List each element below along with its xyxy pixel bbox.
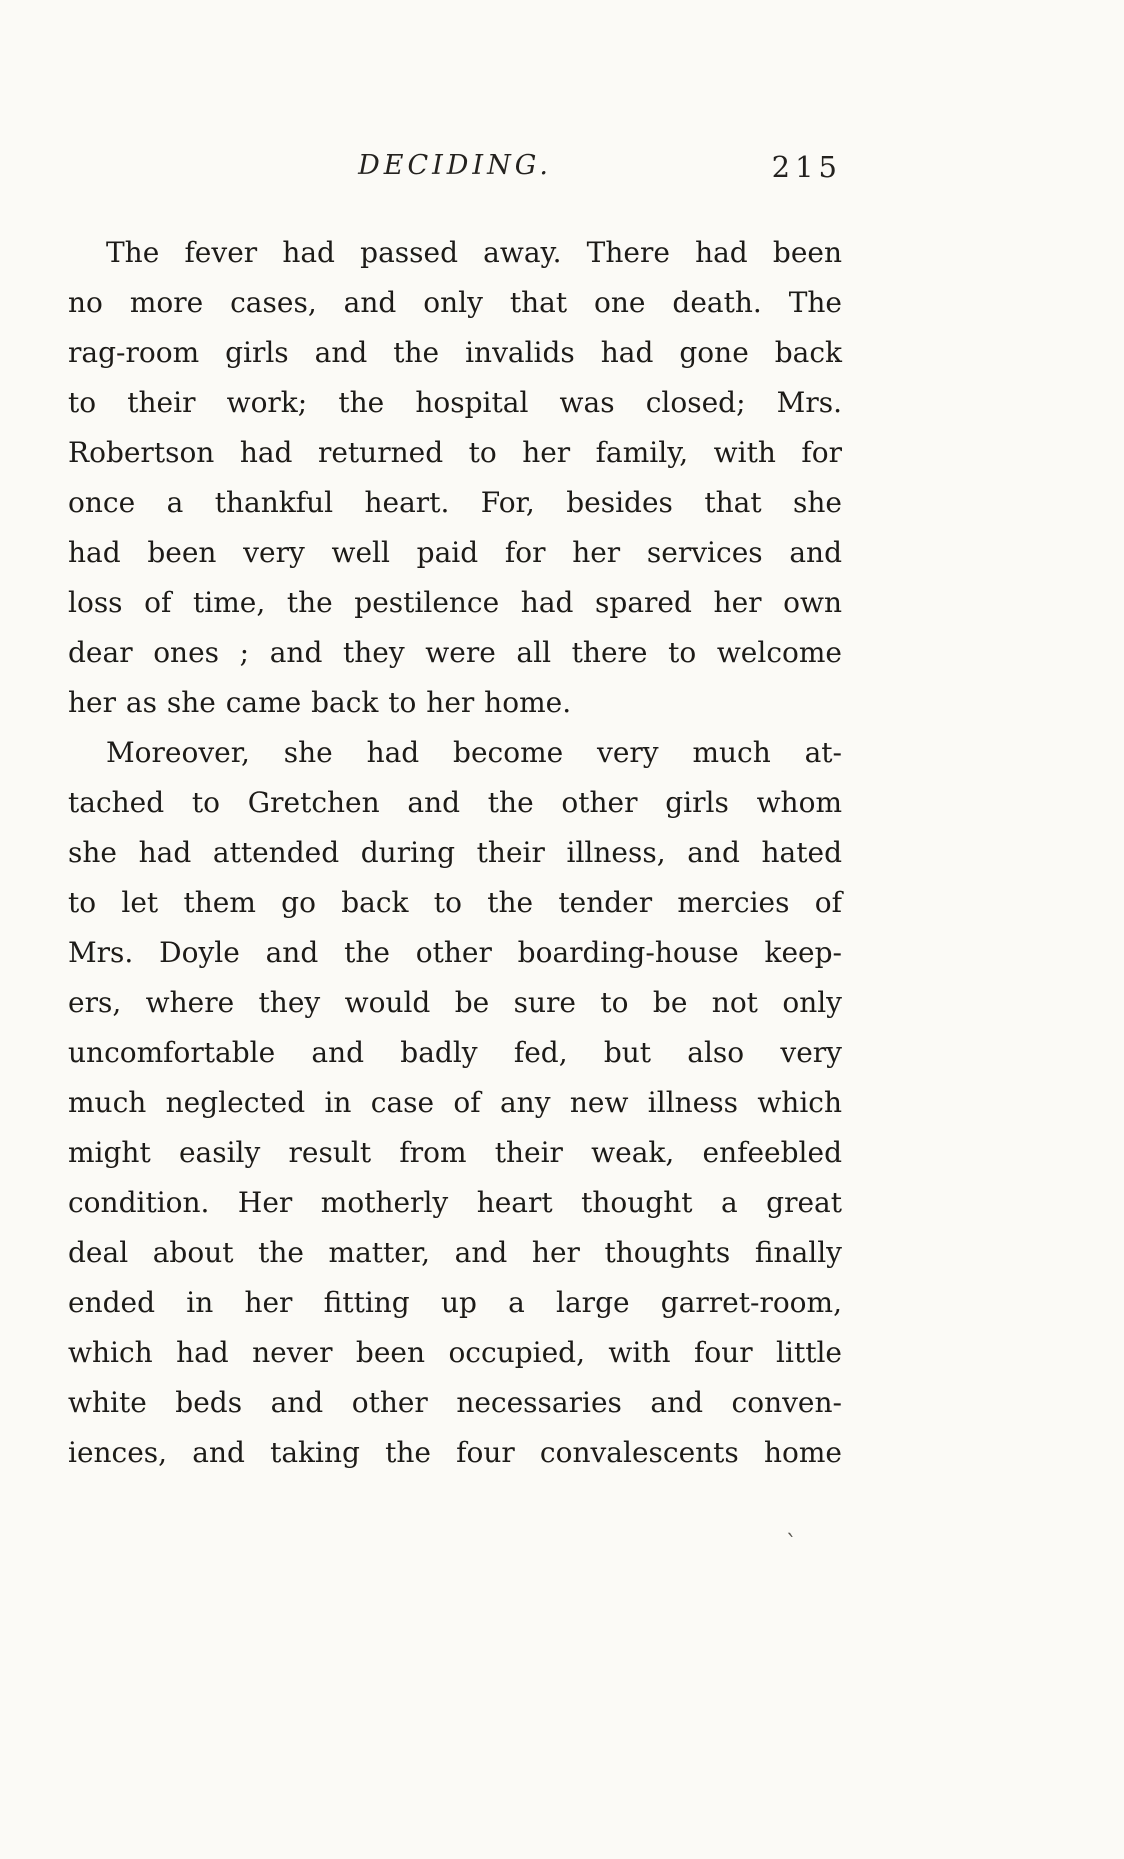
text-line: her as she came back to her home. bbox=[68, 686, 572, 719]
text-line: to their work; the hospital was closed; Mrs. bbox=[68, 386, 842, 419]
text-line: Mrs. Doyle and the other boarding-house keep- bbox=[68, 936, 842, 969]
text-line: ended in her fitting up a large garret-room, bbox=[68, 1286, 842, 1319]
text-line: ers, where they would be sure to be not only bbox=[68, 986, 842, 1019]
text-line: uncomfortable and badly fed, but also very bbox=[68, 1036, 842, 1069]
text-block bbox=[68, 228, 842, 1478]
text-line: no more cases, and only that one death. The bbox=[68, 286, 842, 319]
text-line: once a thankful heart. For, besides that she bbox=[68, 486, 842, 519]
text-line: to let them go back to the tender mercies of bbox=[68, 886, 842, 919]
text-line: might easily result from their weak, enfeebled bbox=[68, 1136, 842, 1169]
text-line: The fever had passed away. There had been bbox=[106, 236, 842, 269]
text-line: iences, and taking the four convalescents home bbox=[68, 1436, 842, 1469]
text-line: condition. Her motherly heart thought a great bbox=[68, 1186, 842, 1219]
page-title: DECIDING. bbox=[358, 150, 552, 181]
text-line: had been very well paid for her services and bbox=[68, 536, 842, 569]
text-line: white beds and other necessaries and conven- bbox=[68, 1386, 842, 1419]
text-line: tached to Gretchen and the other girls whom bbox=[68, 786, 842, 819]
text-line: much neglected in case of any new illness which bbox=[68, 1086, 842, 1119]
text-line: Moreover, she had become very much at- bbox=[106, 736, 842, 769]
text-line: loss of time, the pestilence had spared her own bbox=[68, 586, 842, 619]
text-line: which had never been occupied, with four little bbox=[68, 1336, 842, 1369]
page-number: 215 bbox=[771, 150, 842, 184]
text-line: rag-room girls and the invalids had gone back bbox=[68, 336, 842, 369]
text-line: deal about the matter, and her thoughts finally bbox=[68, 1236, 842, 1269]
text-line: Robertson had returned to her family, with for bbox=[68, 436, 842, 469]
scan-artifact-mark: ` bbox=[786, 1532, 797, 1557]
text-line: dear ones ; and they were all there to welcome bbox=[68, 636, 842, 669]
text-line: she had attended during their illness, and hated bbox=[68, 836, 842, 869]
running-header bbox=[68, 150, 842, 194]
